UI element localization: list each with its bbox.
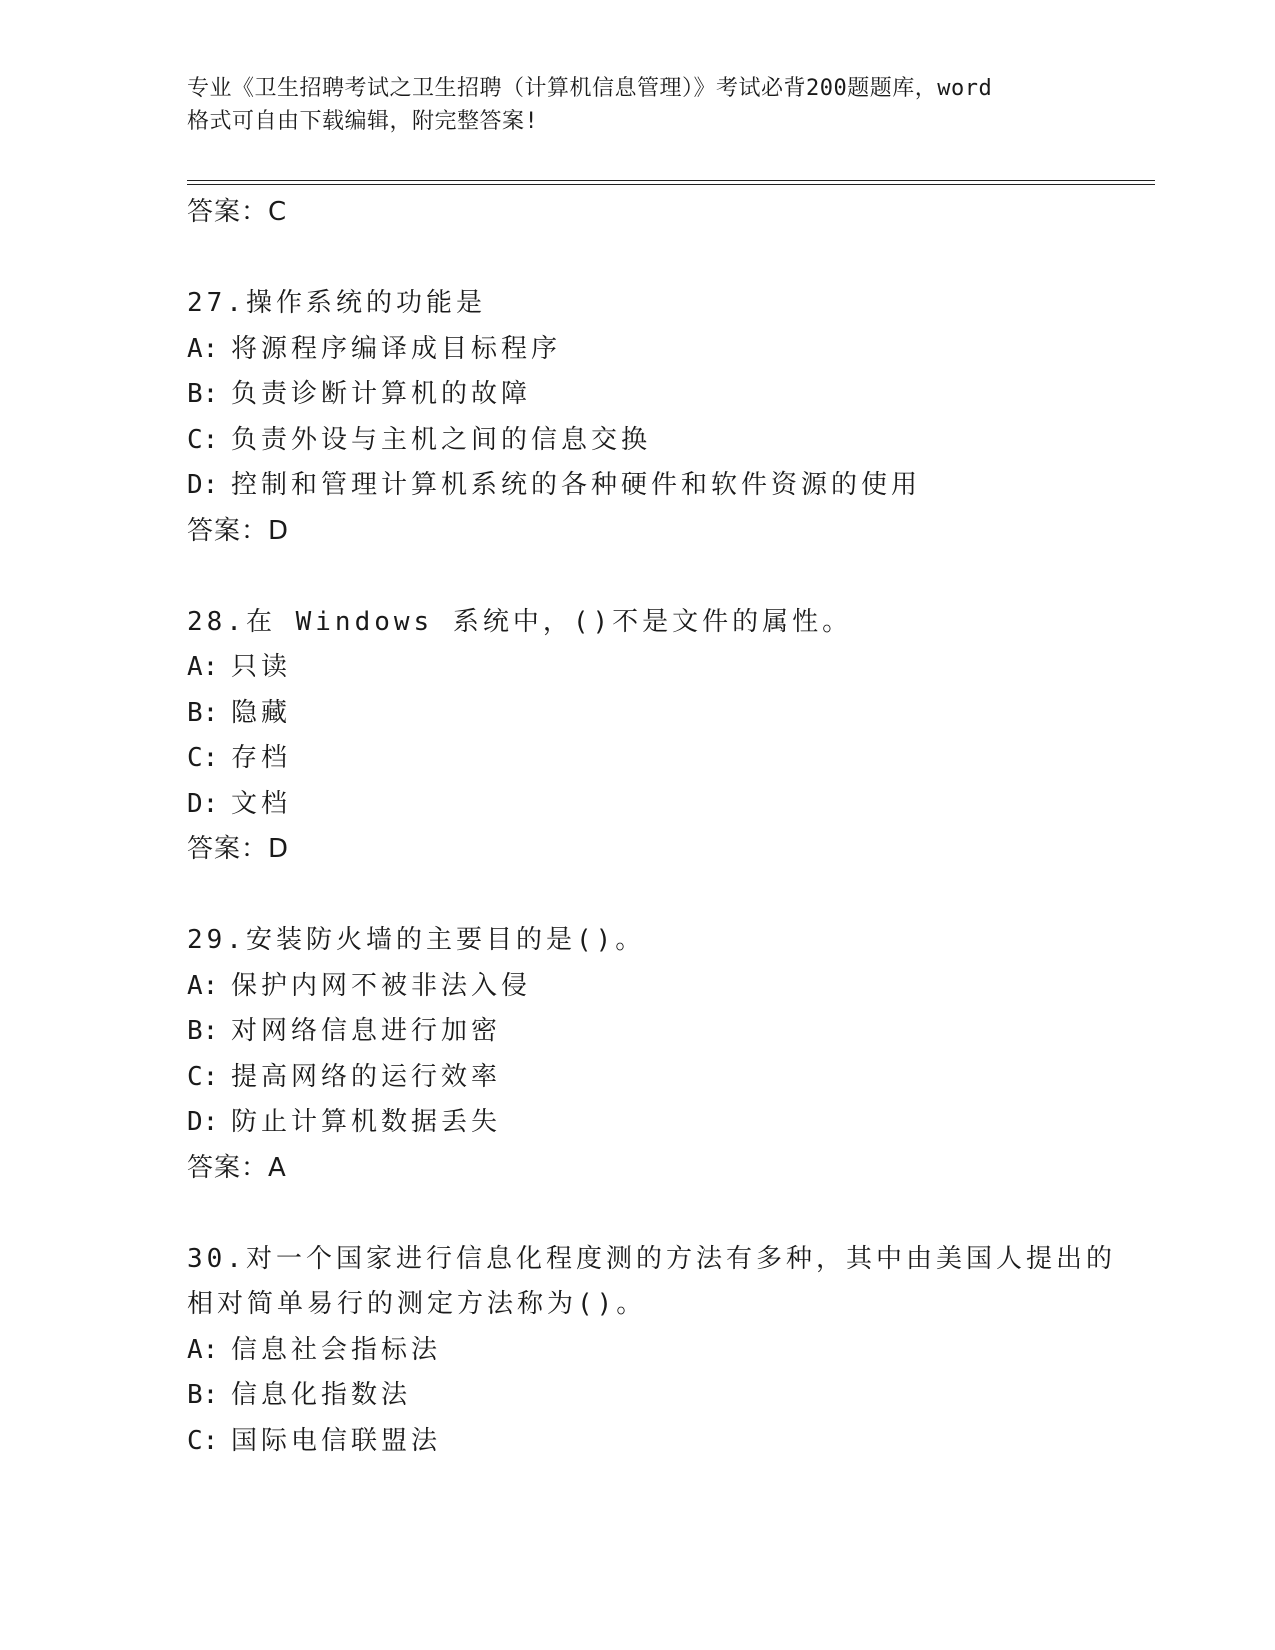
option-letter: A:: [187, 1334, 219, 1365]
document-header: [187, 72, 1087, 138]
option-b: [187, 1373, 1155, 1419]
question-text: 29.安装防火墙的主要目的是()。: [187, 925, 646, 955]
question-text: 28.在 Windows 系统中，()不是文件的属性。: [187, 606, 853, 637]
option-letter: A:: [187, 970, 219, 1001]
question-27: [187, 281, 1155, 554]
option-text: 负责外设与主机之间的信息交换: [231, 424, 652, 455]
option-text: 防止计算机数据丢失: [231, 1107, 502, 1137]
question-text-continued: 相对简单易行的测定方法称为()。: [187, 1289, 647, 1319]
option-d: [187, 463, 1155, 509]
question-30: [187, 1237, 1155, 1465]
answer-line: 答案：D: [187, 834, 290, 864]
option-text: 只读: [231, 652, 292, 682]
answer-line: 答案：C: [187, 197, 288, 227]
header-line-2: 格式可自由下载编辑，附完整答案!: [187, 109, 539, 134]
header-rule-top: [187, 180, 1155, 181]
option-letter: B:: [187, 697, 219, 728]
option-letter: D:: [187, 1107, 219, 1137]
option-text: 提高网络的运行效率: [231, 1061, 502, 1092]
option-text: 文档: [231, 788, 292, 819]
option-text: 控制和管理计算机系统的各种硬件和软件资源的使用: [231, 470, 922, 500]
option-letter: A:: [187, 652, 219, 682]
answer-line: 答案：D: [187, 515, 290, 546]
option-text: 国际电信联盟法: [231, 1425, 442, 1456]
answer-line: 答案：A: [187, 1152, 287, 1183]
option-letter: D:: [187, 788, 219, 819]
option-letter: C:: [187, 1425, 219, 1456]
question-28: [187, 600, 1155, 873]
option-b: [187, 372, 1155, 418]
option-letter: B:: [187, 379, 219, 409]
option-c: [187, 736, 1155, 782]
option-d: [187, 782, 1155, 828]
option-c: [187, 418, 1155, 464]
option-b: [187, 691, 1155, 737]
option-text: 信息化指数法: [231, 1380, 412, 1410]
option-a: [187, 327, 1155, 373]
option-a: [187, 1328, 1155, 1374]
option-letter: C:: [187, 743, 219, 773]
option-text: 信息社会指标法: [231, 1334, 442, 1365]
option-c: [187, 1055, 1155, 1101]
question-text: 27.操作系统的功能是: [187, 288, 486, 318]
option-letter: A:: [187, 333, 219, 364]
option-b: [187, 1009, 1155, 1055]
option-text: 保护内网不被非法入侵: [231, 970, 532, 1001]
question-29: [187, 918, 1155, 1191]
option-text: 负责诊断计算机的故障: [231, 379, 532, 409]
header-rule-bottom: [187, 184, 1155, 185]
option-letter: D:: [187, 470, 219, 500]
option-a: [187, 645, 1155, 691]
option-letter: C:: [187, 424, 219, 455]
option-c: [187, 1419, 1155, 1465]
option-a: [187, 964, 1155, 1010]
question-list: [187, 190, 1155, 1464]
option-letter: C:: [187, 1061, 219, 1092]
option-d: [187, 1100, 1155, 1146]
option-text: 存档: [231, 743, 292, 773]
option-letter: B:: [187, 1380, 219, 1410]
option-text: 隐藏: [231, 697, 292, 728]
option-text: 将源程序编译成目标程序: [231, 333, 562, 364]
question-text: 30.对一个国家进行信息化程度测的方法有多种，其中由美国人提出的: [187, 1243, 1116, 1274]
option-letter: B:: [187, 1016, 219, 1046]
header-line-1: 专业《卫生招聘考试之卫生招聘（计算机信息管理）》考试必背200题题库，word: [187, 76, 993, 101]
option-text: 对网络信息进行加密: [231, 1016, 502, 1046]
